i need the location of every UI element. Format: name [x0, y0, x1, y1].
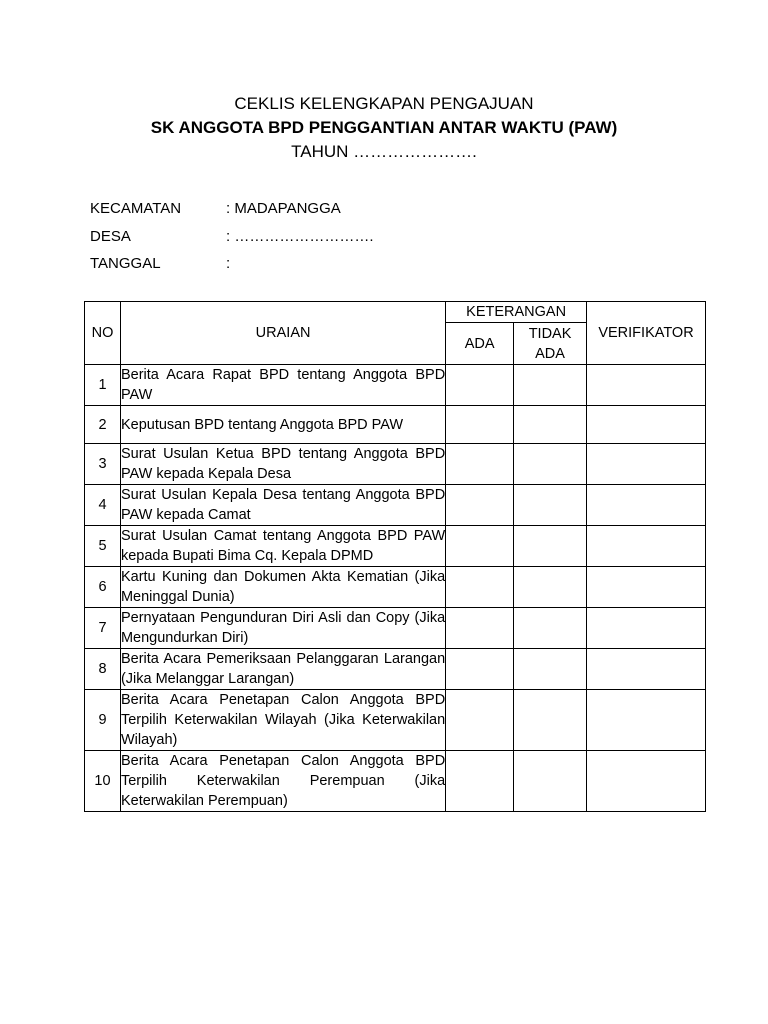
- column-header-uraian: URAIAN: [120, 302, 445, 365]
- table-row: [85, 485, 706, 526]
- table-row: [85, 690, 706, 751]
- meta-label: TANGGAL: [90, 255, 161, 272]
- row-number: 1: [85, 365, 121, 406]
- cell-verifikator[interactable]: [587, 365, 706, 406]
- table-row: [85, 608, 706, 649]
- row-description: Kartu Kuning dan Dokumen Akta Kematian (Jika Meninggal Dunia): [120, 567, 445, 608]
- table-row: [85, 444, 706, 485]
- cell-verifikator[interactable]: [587, 526, 706, 567]
- cell-verifikator[interactable]: [587, 608, 706, 649]
- meta-row-kecamatan: [90, 198, 374, 226]
- title-line-1: CEKLIS KELENGKAPAN PENGAJUAN: [234, 94, 534, 113]
- cell-tidak-ada[interactable]: [514, 608, 587, 649]
- title-line-2: SK ANGGOTA BPD PENGGANTIAN ANTAR WAKTU (PAW): [150, 118, 618, 137]
- meta-label: DESA: [90, 227, 131, 245]
- cell-tidak-ada[interactable]: [514, 406, 587, 444]
- cell-ada[interactable]: [446, 406, 514, 444]
- checklist-table: [84, 301, 706, 812]
- row-description: Pernyataan Pengunduran Diri Asli dan Copy (Jika Mengundurkan Diri): [120, 608, 445, 649]
- cell-ada[interactable]: [446, 485, 514, 526]
- row-description: Berita Acara Penetapan Calon Anggota BPD Terpilih Keterwakilan Wilayah (Jika Keterwakilan Wilayah): [120, 690, 445, 751]
- table-row: [85, 406, 706, 444]
- cell-tidak-ada[interactable]: [514, 444, 587, 485]
- title-line-3: TAHUN ………………….: [291, 142, 477, 161]
- table-row: [85, 365, 706, 406]
- cell-verifikator[interactable]: [587, 649, 706, 690]
- column-header-ada: ADA: [446, 323, 514, 365]
- row-number: 9: [85, 690, 121, 751]
- row-number: 4: [85, 485, 121, 526]
- row-number: 3: [85, 444, 121, 485]
- cell-ada[interactable]: [446, 444, 514, 485]
- row-description: Surat Usulan Kepala Desa tentang Anggota BPD PAW kepada Camat: [120, 485, 445, 526]
- table-row: [85, 567, 706, 608]
- document-title: [0, 92, 768, 164]
- cell-verifikator[interactable]: [587, 444, 706, 485]
- row-description: Surat Usulan Camat tentang Anggota BPD PAW kepada Bupati Bima Cq. Kepala DPMD: [120, 526, 445, 567]
- column-header-keterangan: KETERANGAN: [446, 302, 587, 323]
- meta-info: [90, 198, 374, 281]
- cell-ada[interactable]: [446, 567, 514, 608]
- meta-value: :: [226, 255, 231, 272]
- cell-tidak-ada[interactable]: [514, 485, 587, 526]
- row-number: 8: [85, 649, 121, 690]
- column-header-tidak-ada: TIDAK ADA: [514, 323, 587, 365]
- cell-verifikator[interactable]: [587, 567, 706, 608]
- cell-tidak-ada[interactable]: [514, 567, 587, 608]
- row-description: Berita Acara Pemeriksaan Pelanggaran Larangan (Jika Melanggar Larangan): [120, 649, 445, 690]
- cell-tidak-ada[interactable]: [514, 649, 587, 690]
- row-number: 10: [85, 751, 121, 812]
- row-number: 6: [85, 567, 121, 608]
- cell-tidak-ada[interactable]: [514, 751, 587, 812]
- row-number: 5: [85, 526, 121, 567]
- column-header-verifikator: VERIFIKATOR: [587, 302, 706, 365]
- cell-tidak-ada[interactable]: [514, 526, 587, 567]
- cell-ada[interactable]: [446, 690, 514, 751]
- row-number: 7: [85, 608, 121, 649]
- row-description: Berita Acara Rapat BPD tentang Anggota BPD PAW: [120, 365, 445, 406]
- meta-row-tanggal: [90, 253, 374, 281]
- cell-ada[interactable]: [446, 751, 514, 812]
- cell-verifikator[interactable]: [587, 406, 706, 444]
- cell-tidak-ada[interactable]: [514, 690, 587, 751]
- cell-ada[interactable]: [446, 608, 514, 649]
- meta-value: : ……………………….: [226, 227, 374, 245]
- cell-ada[interactable]: [446, 649, 514, 690]
- row-description: Keputusan BPD tentang Anggota BPD PAW: [120, 406, 445, 444]
- cell-verifikator[interactable]: [587, 485, 706, 526]
- meta-row-desa: [90, 226, 374, 254]
- cell-verifikator[interactable]: [587, 690, 706, 751]
- header-row: [85, 302, 706, 323]
- row-description: Surat Usulan Ketua BPD tentang Anggota BPD PAW kepada Kepala Desa: [120, 444, 445, 485]
- cell-verifikator[interactable]: [587, 751, 706, 812]
- table-row: [85, 751, 706, 812]
- row-description: Berita Acara Penetapan Calon Anggota BPD Terpilih Keterwakilan Perempuan (Jika Keterwakilan Perempuan): [120, 751, 445, 812]
- cell-ada[interactable]: [446, 365, 514, 406]
- cell-ada[interactable]: [446, 526, 514, 567]
- cell-tidak-ada[interactable]: [514, 365, 587, 406]
- table-row: [85, 649, 706, 690]
- meta-value: : MADAPANGGA: [226, 200, 341, 217]
- meta-label: KECAMATAN: [90, 200, 182, 217]
- row-number: 2: [85, 406, 121, 444]
- table-row: [85, 526, 706, 567]
- column-header-no: NO: [85, 302, 121, 365]
